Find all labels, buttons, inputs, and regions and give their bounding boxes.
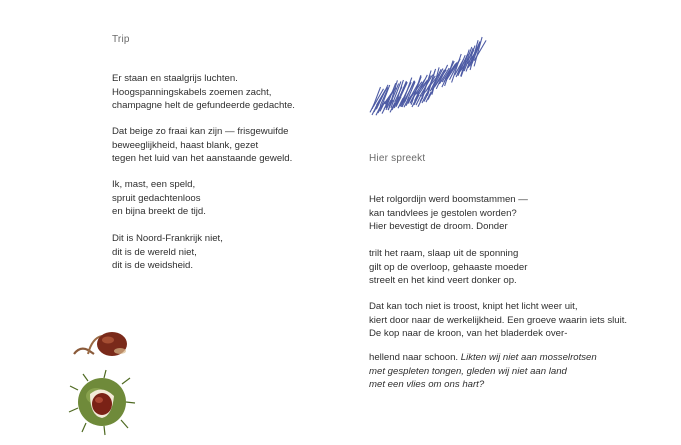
horse-chestnut-icon [64, 324, 140, 436]
poem-line-italic: met gespleten tongen, gleden wij niet aan land [369, 365, 567, 377]
left-stanza-1 [112, 72, 295, 113]
stem-shape [74, 349, 94, 354]
poem-line: kan tandvlees je gestolen worden? [369, 207, 517, 219]
poem-line: kiert door naar de werkelijkheid. Een groeve waarin iets sluit. [369, 314, 628, 326]
poem-line: De kop naar de kroon, van het bladerdek over- [369, 328, 568, 339]
poem-line-italic: met een vlies om ons hart? [369, 379, 485, 390]
poem-line: Dit is Noord-Frankrijk niet, [112, 233, 223, 244]
poem-line: beweeglijkheid, haast blank, gezet [112, 139, 259, 151]
right-stanza-4 [369, 351, 597, 392]
poem-line: spruit gedachtenloos [112, 192, 201, 204]
poem-line [369, 351, 597, 365]
poem-line: champagne helt de gefundeerde gedachte. [112, 100, 295, 111]
poem-line: Er staan en staalgrijs luchten. [112, 73, 238, 84]
poem-line: dit is de weidsheid. [112, 260, 194, 271]
poem-title-trip: Trip [112, 34, 130, 45]
poem-line: Dat kan toch niet is troost, knipt het licht weer uit, [369, 301, 578, 312]
poem-line: Het rolgordijn werd boomstammen — [369, 194, 528, 205]
poem-line: Ik, mast, een speld, [112, 179, 196, 190]
poem-title-hier-spreekt: Hier spreekt [369, 153, 426, 164]
right-stanza-3 [369, 300, 627, 341]
left-stanza-3 [112, 178, 206, 219]
poem-line: tegen het luid van het aanstaande geweld. [112, 153, 293, 164]
right-stanza-1 [369, 193, 528, 234]
left-stanza-4 [112, 232, 223, 273]
blue-scribble-icon [366, 28, 488, 116]
poem-line: Dat beige zo fraai kan zijn — frisgewuifde [112, 126, 289, 137]
chestnut-hilum [114, 348, 126, 354]
poem-line: dit is de wereld niet, [112, 246, 197, 258]
poem-line: streelt en het kind veert donker op. [369, 275, 517, 286]
poem-line-regular: hellend naar schoon. [369, 352, 461, 363]
right-stanza-2 [369, 247, 527, 288]
poem-line-italic: Likten wij niet aan mosselrotsen [460, 352, 597, 363]
chestnut-highlight [102, 337, 114, 344]
poem-line: Hier bevestigt de droom. Donder [369, 221, 508, 232]
poem-line: trilt het raam, slaap uit de sponning [369, 248, 519, 259]
poem-line: en bijna breekt de tijd. [112, 206, 206, 217]
poem-line: Hoogspanningskabels zoemen zacht, [112, 86, 272, 98]
left-stanza-2 [112, 125, 292, 166]
poem-line: gilt op de overloop, gehaaste moeder [369, 261, 528, 273]
scribble-stroke [436, 65, 447, 89]
spiky-husk [69, 370, 135, 435]
